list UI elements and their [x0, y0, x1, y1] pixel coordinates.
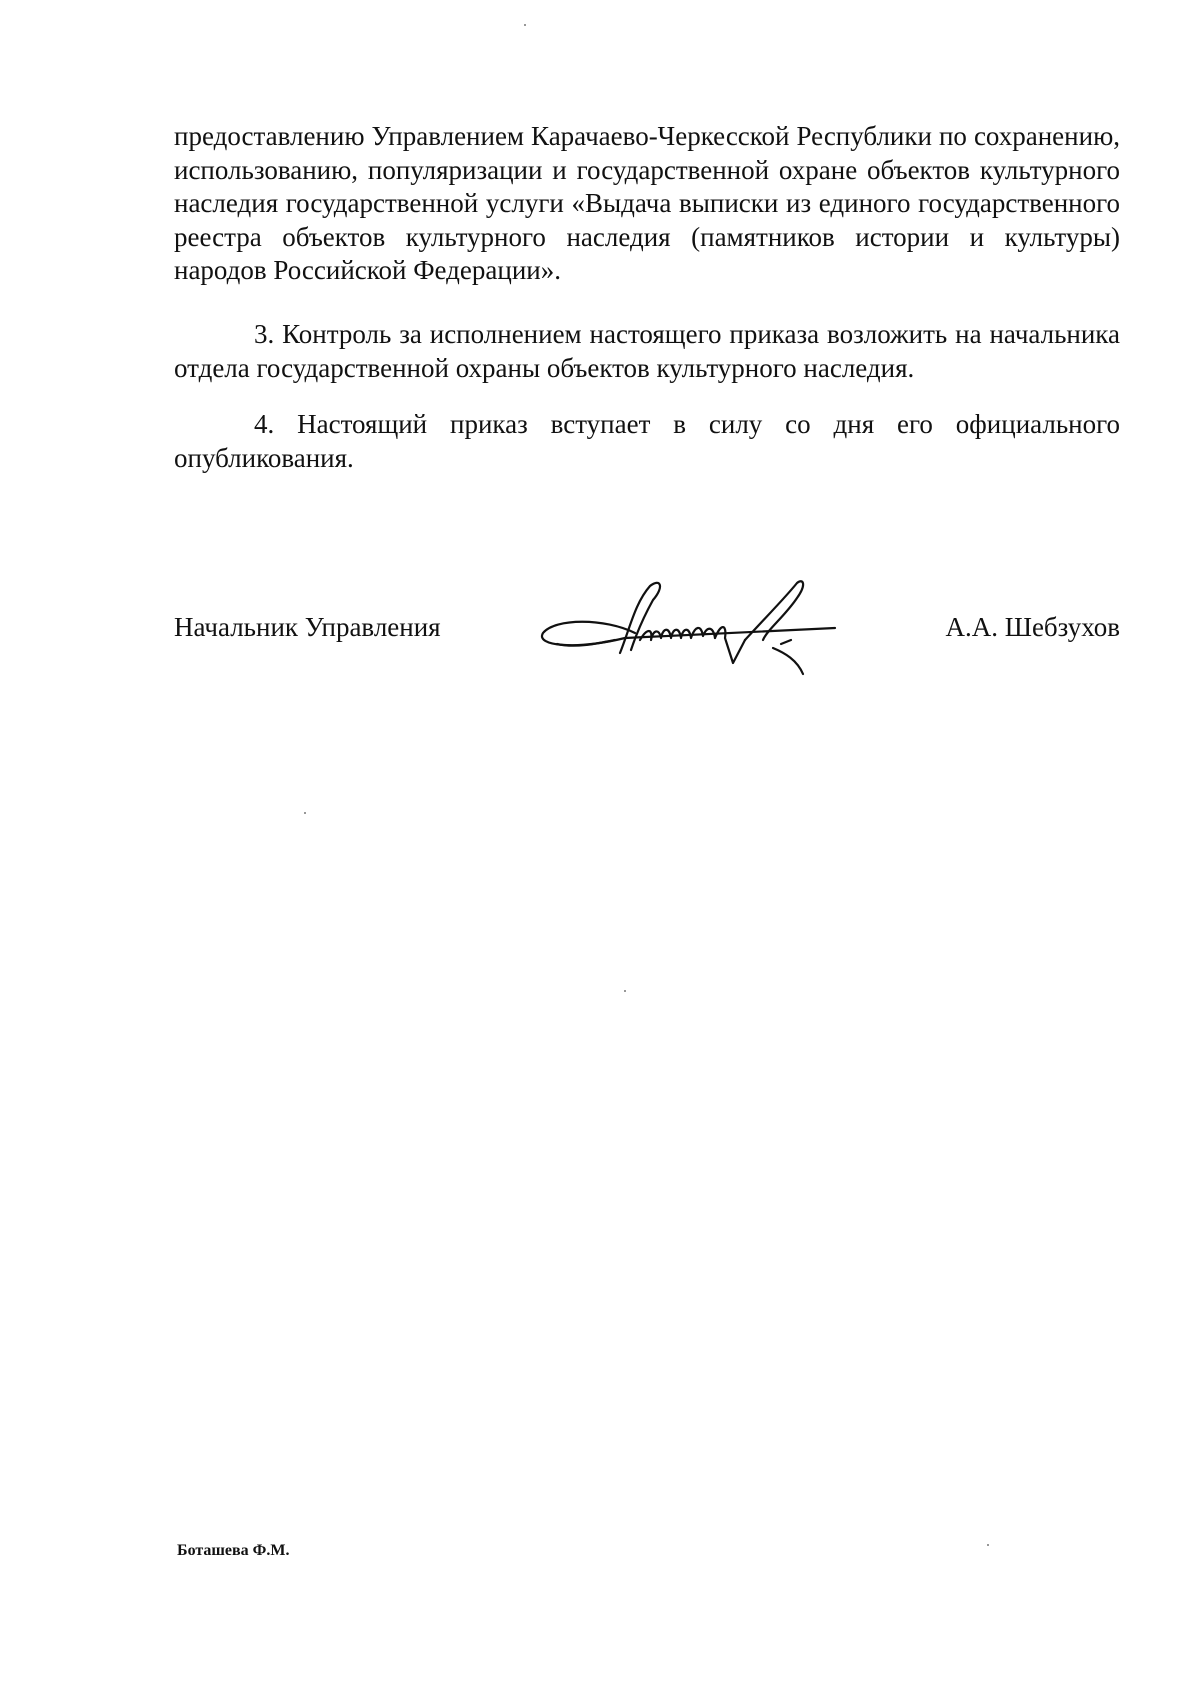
- scan-speck: [987, 1544, 989, 1546]
- signatory-title: Начальник Управления: [174, 612, 441, 642]
- paragraph-continuation: предоставлению Управлением Карачаево-Черкесской Республики по сохранению, использованию, популяризации и государственной охране объектов культурного наследия государственной услуги «Выдача выписки из единого государственного реестра объектов культурного наследия (памятников истории и культуры) народов Российской Федерации».: [174, 121, 1120, 285]
- scan-speck: [524, 24, 526, 26]
- scan-speck: [624, 990, 626, 992]
- handwritten-signature-icon: [535, 578, 855, 678]
- paragraph-4-effective-date: 4. Настоящий приказ вступает в силу со дня его официального опубликования.: [174, 409, 1120, 473]
- paragraph-3-control: 3. Контроль за исполнением настоящего приказа возложить на начальника отдела государственной охраны объектов культурного наследия.: [174, 319, 1120, 383]
- executor-name: Боташева Ф.М.: [177, 1542, 290, 1559]
- scan-speck: [304, 812, 306, 814]
- signatory-name: А.А. Шебзухов: [945, 612, 1120, 642]
